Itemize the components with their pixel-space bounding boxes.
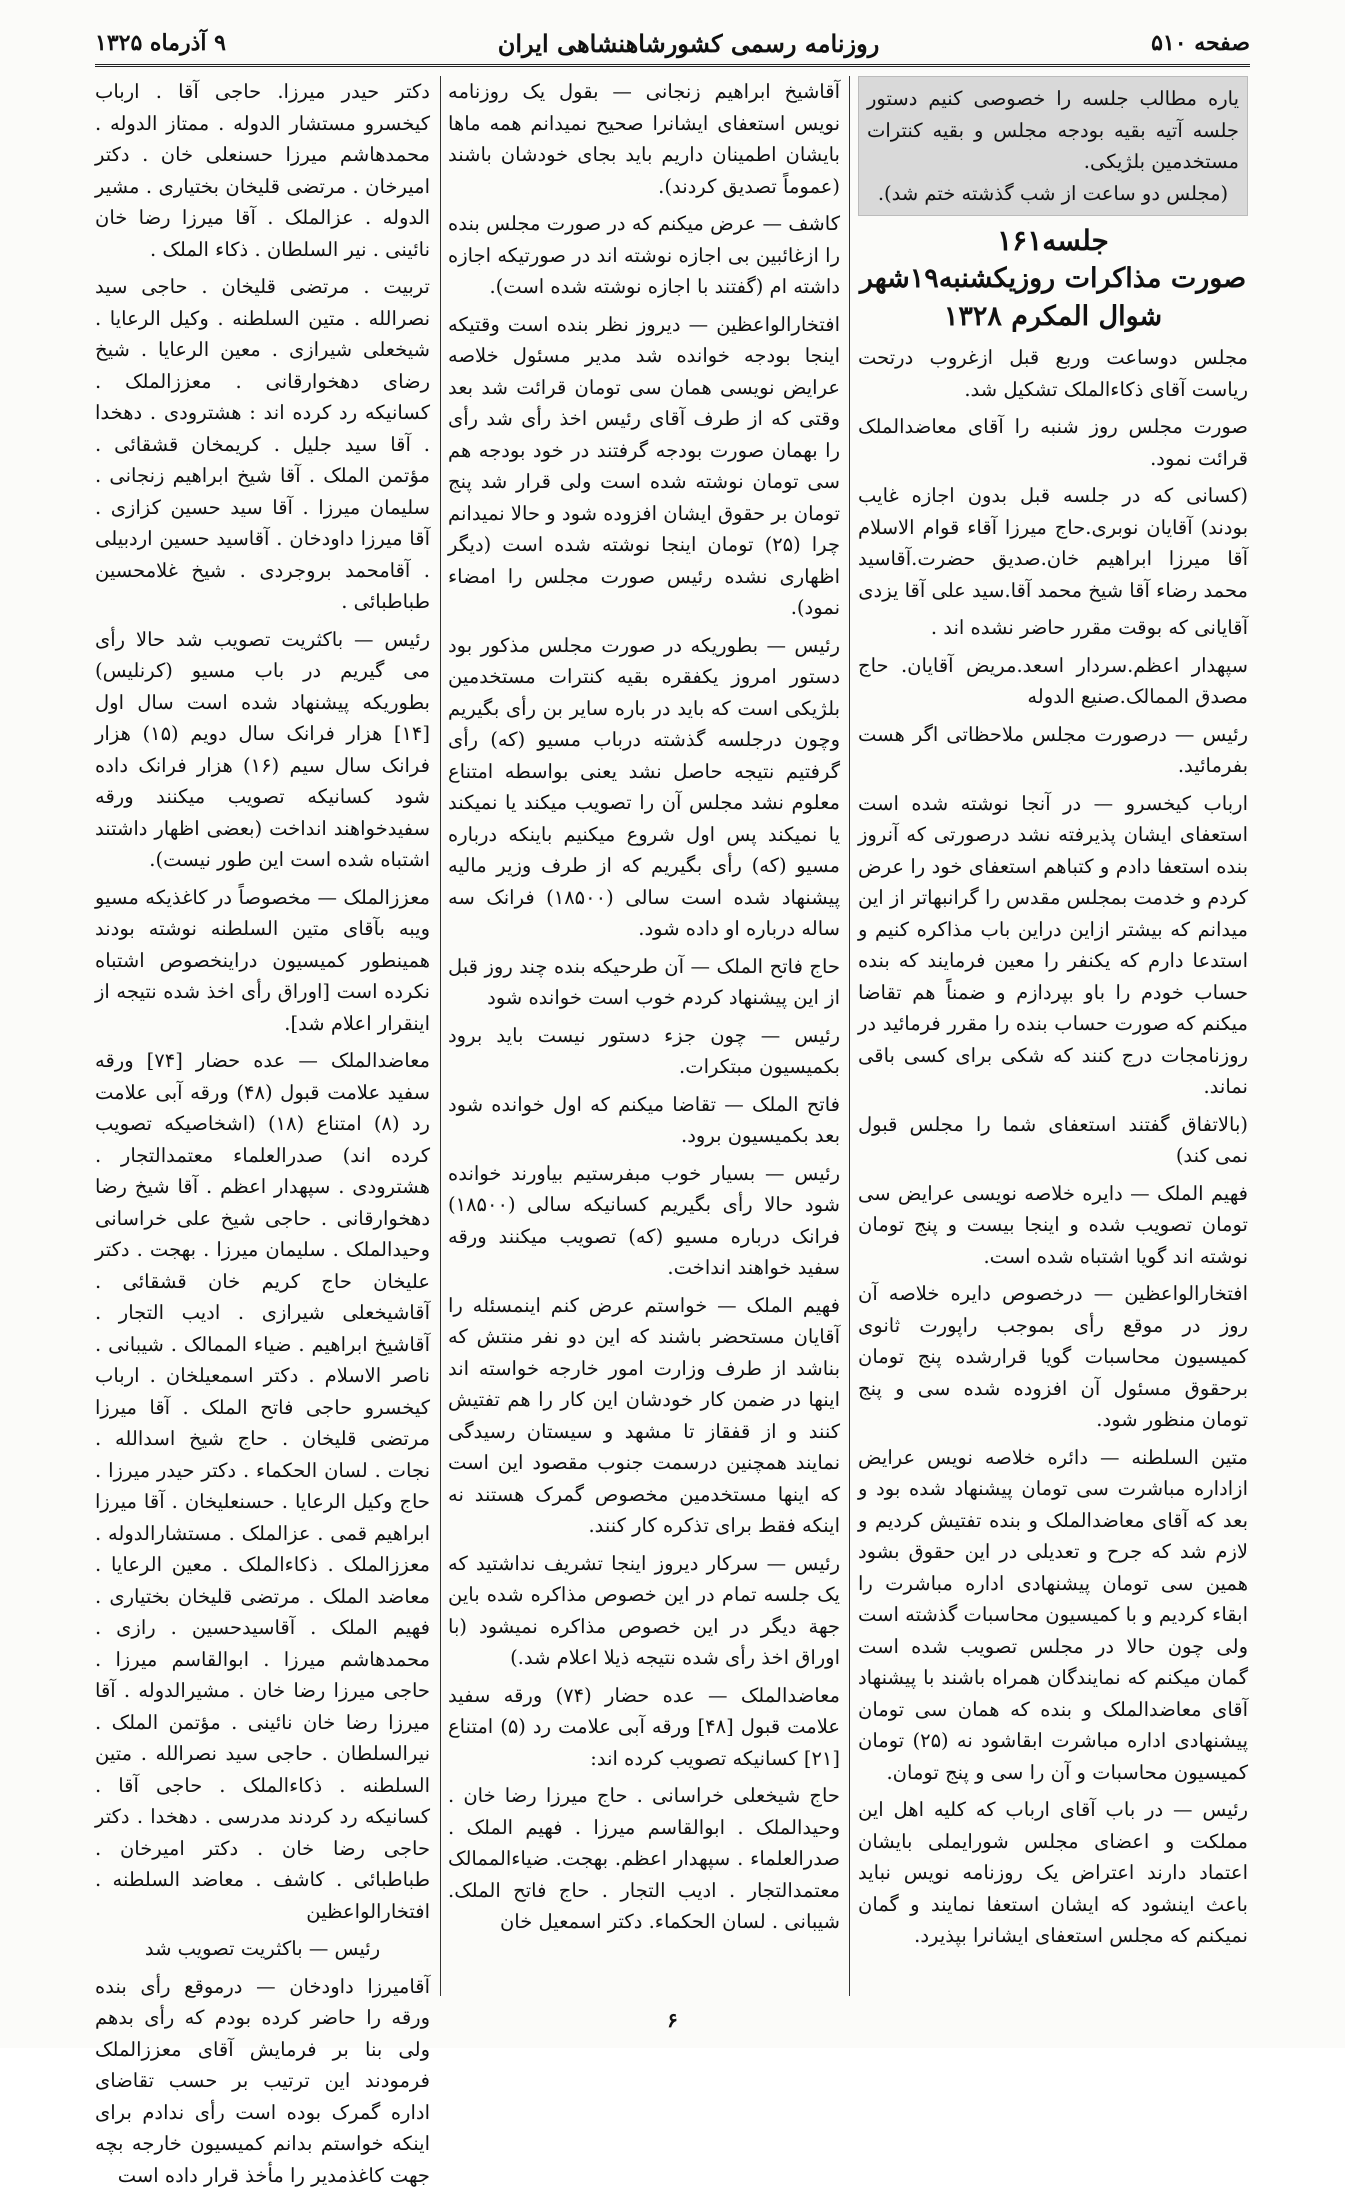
paragraph: مجلس دوساعت وربع قبل ازغروب درتحت ریاست آقای ذکاءالملک تشکیل شد. [858,342,1248,405]
intro-box-note: (مجلس دو ساعت از شب گذشته ختم شد). [867,178,1239,210]
paragraph: رئیس — سرکار دیروز اینجا تشریف نداشتید که یک جلسه تمام در این خصوص مذاکره شده باین جهة دیگر در این خصوص مذاکره نمیشود (با اوراق اخذ رأی شده نتیجه ذیلا اعلام شد.) [448,1548,840,1674]
paragraph: فهیم الملک — دایره خلاصه نویسی عرایض سی تومان تصویب شده و اینجا بیست و پنج تومان نوشته اند گویا اشتباه شده است. [858,1178,1248,1273]
paragraph: افتخارالواعظین — دیروز نظر بنده است وقتیکه اینجا بودجه خوانده شد مدیر مسئول خلاصه عرایض نویسی همان سی تومان قرائت شد بعد وقتی که از طرف آقای رئیس اخذ رأی شد رأی را بهمان صورت بودجه گرفتند در خود بودجه هم سی تومان نوشته شده است ولی قرار شد پنج تومان بر حقوق ایشان افزوده شود و حالا نمیدانم چرا (۲۵) تومان اینجا نوشته شده است (دیگر اظهاری نشده رئیس صورت مجلس را امضاء نمود). [448,309,840,624]
right-column [858,76,1248,1996]
page-label: صفحه ۵۱۰ [1151,30,1250,56]
paragraph: کاشف — عرض میکنم که در صورت مجلس بنده را ازغائبین بی اجازه نوشته اند در صورتیکه اجازه داشته ام (گفتند با اجازه نوشته شده است). [448,208,840,303]
column-divider [440,76,441,1996]
issue-date: ۹ آذرماه ۱۳۲۵ [95,30,226,56]
paragraph: آقامیرزا داودخان — درموقع رأی بنده ورقه را حاضر کرده بودم که رأی بدهم ولی بنا بر فرمایش آقای معززالملک فرمودند این ترتیب بر حسب تقاضای اداره گمرک بوده است رأی ندادم برای اینکه خواستم بدانم کمیسیون خارجه بچه جهت کاغذمدیر را مأخذ قرار داده است [95,1971,430,2191]
paragraph: رئیس — بطوریکه در صورت مجلس مذکور بود دستور امروز یکفقره بقیه کنترات مستخدمین بلژیکی است که باید در باره سایر بن رأی بگیریم وچون درجلسه گذشته درباب مسیو (که) رأی گرفتیم نتیجه حاصل نشد یعنی بواسطه امتناع معلوم نشد مجلس آن را تصویب میکند یا نمیکند یا نمیکند پس اول شروع میکنیم باینکه درباره مسیو (که) رأی بگیریم که از طرف وزیر مالیه پیشنهاد شده است سالی (۱۸۵۰۰) فرانک سه ساله درباره او داده شود. [448,630,840,945]
paragraph: (کسانی که در جلسه قبل بدون اجازه غایب بودند) آقایان نوبری.حاج میرزا آقاء قوام الاسلام آقا میرزا ابراهیم خان.صدیق حضرت.آقاسید محمد رضاء آقا شیخ محمد آقا.سید علی آقا یزدی [858,480,1248,606]
left-column [95,76,430,1996]
paragraph: آقایانی که بوقت مقرر حاضر نشده اند . [858,612,1248,644]
paragraph: صورت مجلس روز شنبه را آقای معاضدالملک قرائت نمود. [858,411,1248,474]
paragraph: رئیس — بسیار خوب مبفرستیم بیاورند خوانده شود حالا رأی بگیریم کسانیکه سالی (۱۸۵۰۰) فرانک درباره مسیو (که) تصویب میکنند ورقه سفید خواهند انداخت. [448,1158,840,1284]
paragraph: رئیس — در باب آقای ارباب که کلیه اهل این مملکت و اعضای مجلس شورایملی بایشان اعتماد دارند اعتراض یک روزنامه نویس نباید باعث اینشود که ایشان استعفا نمایند و گمان نمیکنم که مجلس استعفای ایشانرا بپذیرد. [858,1794,1248,1952]
middle-column [448,76,840,1996]
intro-box-text: یاره مطالب جلسه را خصوصی کنیم دستور جلسه آتیه بقیه بودجه مجلس و بقیه کنترات مستخدمین بلژیکی. [867,83,1239,178]
intro-box [858,76,1248,216]
paragraph: رئیس — درصورت مجلس ملاحظاتی اگر هست بفرمائید. [858,719,1248,782]
paragraph: رئیس — چون جزء دستور نیست باید برود بکمیسیون مبتکرات. [448,1020,840,1083]
page-header [95,22,1250,67]
session-number: جلسه۱۶۱ [858,222,1248,260]
newspaper-title: روزنامه رسمی کشورشاهنشاهی ایران [498,29,880,58]
paragraph: ارباب کیخسرو — در آنجا نوشته شده است استعفای ایشان پذیرفته نشد درصورتی که آنروز بنده استعفا دادم و کتباهم استعفای خود را عرض کردم و خدمت بمجلس مقدس را گرانبهاتر از این میدانم که بیشتر ازاین دراین باب مذاکره کنیم و استدعا دارم که یکنفر را معین فرمایند که بنده حساب خودم را باو بپردازم و ضمناً هم تقاضا میکنم که صورت حساب بنده را مقرر فرمائید در روزنامجات درج کنند که شکی برای کسی باقی نماند. [858,788,1248,1103]
session-heading [858,222,1248,336]
paragraph: دکتر حیدر میرزا. حاجی آقا . ارباب کیخسرو مستشار الدوله . ممتاز الدوله . محمدهاشم میرزا حسنعلی خان . دکتر امیرخان . مرتضی قلیخان بختیاری . مشیر الدوله . عزالملک . آقا میرزا رضا خان نائینی . نیر السلطان . ذکاء الملک . [95,76,430,265]
paragraph: سپهدار اعظم.سردار اسعد.مریض آقایان. حاج مصدق الممالک.صنیع الدوله [858,650,1248,713]
paragraph: حاج فاتح الملک — آن طرحیکه بنده چند روز قبل از این پیشنهاد کردم خوب است خوانده شود [448,951,840,1014]
paragraph: رئیس — باکثریت تصویب شد حالا رأی می گیریم در باب مسیو (کرنلیس) بطوریکه پیشنهاد شده است سال اول [۱۴] هزار فرانک سال دویم (۱۵) هزار فرانک سال سیم (۱۶) هزار فرانک داده شود کسانیکه تصویب میکنند ورقه سفیدخواهند انداخت (بعضی اظهار داشتند اشتباه شده است این طور نیست). [95,624,430,876]
paragraph: معاضدالملک — عده حضار [۷۴] ورقه سفید علامت قبول (۴۸) ورقه آبی علامت رد (۸) امتناع (۱۸) (اشخاصیکه تصویب کرده اند) صدرالعلماء معتمدالتجار . هشترودی . سپهدار اعظم . آقا شیخ رضا دهخوارقانی . حاجی شیخ علی خراسانی وحیدالملک . سلیمان میرزا . بهجت . دکتر علیخان حاج کریم خان قشقائی . آقاشیخعلی شیرازی . ادیب التجار . آقاشیخ ابراهیم . ضیاء الممالک . شیبانی . ناصر الاسلام . دکتر اسمعیلخان . ارباب کیخسرو حاجی فاتح الملک . آقا میرزا مرتضی قلیخان . حاج شیخ اسدالله . نجات . لسان الحکماء . دکتر حیدر میرزا . حاج وکیل الرعایا . حسنعلیخان . آقا میرزا ابراهیم قمی . عزالملک . مستشارالدوله . معززالملک . ذکاءالملک . معین الرعایا . معاضد الملک . مرتضی قلیخان بختیاری . فهیم الملک . آقاسیدحسین . رازی . محمدهاشم میرزا . ابوالقاسم میرزا . حاجی میرزا رضا خان . مشیرالدوله . آقا میرزا رضا خان نائینی . مؤتمن الملک . نیرالسلطان . حاجی سید نصرالله . متین السلطنه . ذکاءالملک . حاجی آقا . کسانیکه رد کردند مدرسی . دهخدا . دکتر حاجی رضا خان . دکتر امیرخان . طباطبائی . کاشف . معاضد السلطنه . افتخارالواعظین [95,1045,430,1927]
paragraph: تربیت . مرتضی قلیخان . حاجی سید نصرالله . متین السلطنه . وکیل الرعایا . شیخعلی شیرازی . معین الرعایا . شیخ رضای دهخوارقانی . معززالملک . کسانیکه رد کرده اند : هشترودی . دهخدا . آقا سید جلیل . کریمخان قشقائی . مؤتمن الملک . آقا شیخ ابراهیم زنجانی . سلیمان میرزا . آقا سید حسین کزازی . آقا میرزا داودخان . آقاسید حسین اردبیلی . آقامحمد بروجردی . شیخ غلامحسین طباطبائی . [95,271,430,618]
paragraph: افتخارالواعظین — درخصوص دایره خلاصه آن روز در موقع رأی بموجب راپورت ثانوی کمیسیون محاسبات گویا قرارشده پنج تومان برحقوق مسئول آن افزوده شده سی و پنج تومان منظور شود. [858,1278,1248,1436]
paragraph: (بالاتفاق گفتند استعفای شما را مجلس قبول نمی کند) [858,1109,1248,1172]
paragraph: آقاشیخ ابراهیم زنجانی — بقول یک روزنامه نویس استعفای ایشانرا صحیح نمیدانم همه ماها بایشان اطمینان داریم باید بجای خودشان باشند (عموماً تصدیق کردند). [448,76,840,202]
paragraph: رئیس — باکثریت تصویب شد [95,1933,430,1965]
paragraph: معززالملک — مخصوصاً در کاغذیکه مسیو ویبه بآقای متین السلطنه نوشته بودند همینطور کمیسیون دراینخصوص اشتباه نکرده است [اوراق رأی اخذ شده نتیجه از اینقرار اعلام شد]. [95,882,430,1040]
paragraph: متین السلطنه — دائره خلاصه نویس عرایض ازاداره مباشرت سی تومان پیشنهاد شده بود و بعد که آقای معاضدالملک و بنده تفتیش کردیم و لازم شد که جرح و تعدیلی در این حقوق بشود همین سی تومان پیشنهادی اداره مباشرت را ابقاء کردیم و با کمیسیون محاسبات گذشته است ولی چون حالا در مجلس تصویب شده است گمان میکنم که نمایندگان همراه باشند با پیشنهاد آقای معاضدالملک و بنده که همان سی تومان پیشنهادی اداره مباشرت ابقاشود نه (۲۵) تومان کمیسیون محاسبات و آن را سی و پنج تومان. [858,1442,1248,1789]
paragraph: معاضدالملک — عده حضار (۷۴) ورقه سفید علامت قبول [۴۸] ورقه آبی علامت رد (۵) امتناع [۲۱] کسانیکه تصویب کرده اند: [448,1680,840,1775]
session-title: صورت مذاکرات روزیکشنبه۱۹شهر شوال المکرم ۱۳۲۸ [860,263,1246,332]
page-number: ۶ [0,2008,1345,2032]
paragraph: فاتح الملک — تقاضا میکنم که اول خوانده شود بعد بکمیسیون برود. [448,1089,840,1152]
paragraph: فهیم الملک — خواستم عرض کنم اینمسئله را آقایان مستحضر باشند که این دو نفر منتش که بناشد از طرف وزارت امور خارجه خواسته اند اینها در ضمن کار خودشان این کار را هم تفتیش کنند و از قفقاز تا مشهد و سیستان رسیدگی نمایند همچنین درسمت جنوب مقصود این است که اینها مستخدمین مخصوص گمرک هستند نه اینکه فقط برای تذکره کار کنند. [448,1290,840,1542]
column-divider [849,76,850,1996]
paragraph: حاج شیخعلی خراسانی . حاج میرزا رضا خان . وحیدالملک . ابوالقاسم میرزا . فهیم الملک . صدرالعلماء . سپهدار اعظم. بهجت. ضیاءالممالک معتمدالتجار . ادیب التجار . حاج فاتح الملک. شیبانی . لسان الحکماء. دکتر اسمعیل خان [448,1780,840,1938]
